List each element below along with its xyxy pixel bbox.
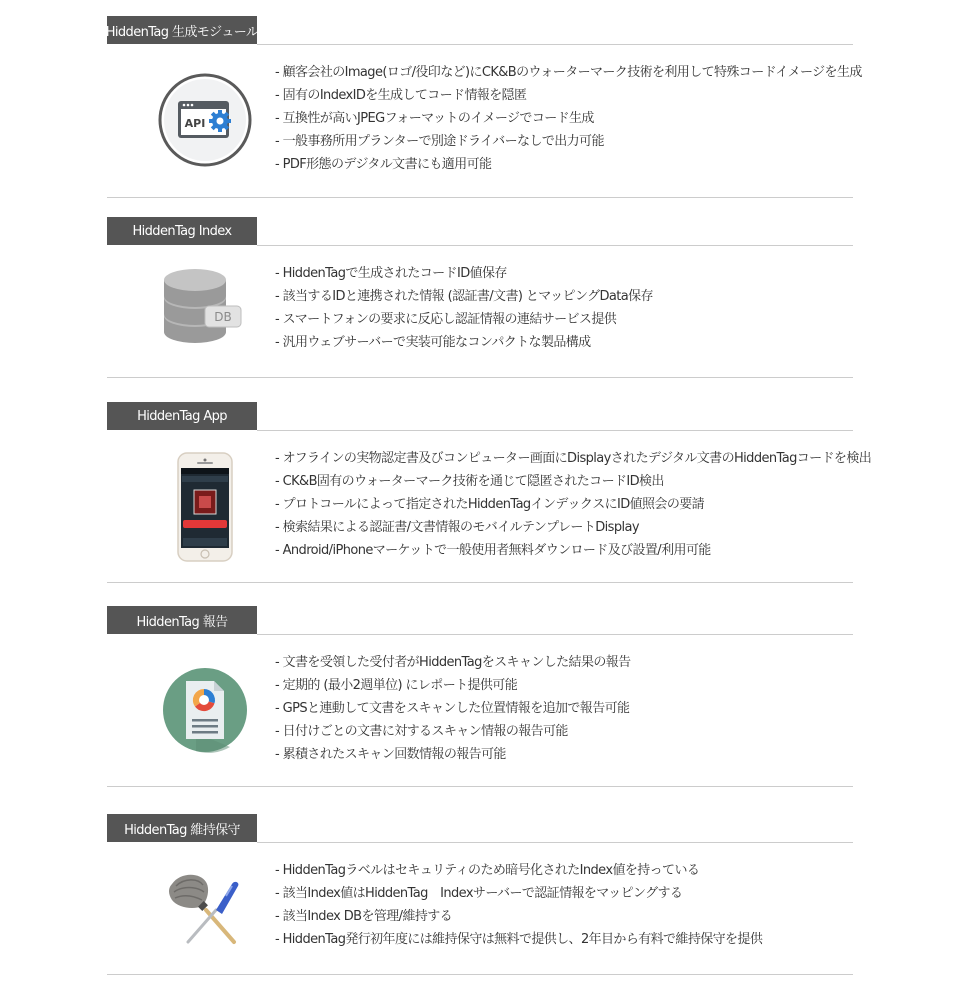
smartphone-icon [127, 452, 283, 562]
list-item: - 該当Index値はHiddenTag Indexサーバーで認証情報をマッピングする [275, 882, 762, 905]
section-report [107, 606, 853, 787]
section-generation-module [105, 16, 862, 198]
divider [107, 197, 853, 198]
report-document-icon [127, 667, 283, 753]
divider [257, 842, 853, 843]
db-label: DB [214, 310, 232, 324]
list-item: - 互換性が高いJPEGフォーマットのイメージでコード生成 [275, 107, 862, 130]
list-item: - HiddenTag発行初年度には維持保守は無料で提供し、2年目から有料で維持保守を提供 [275, 928, 762, 951]
list-item: - GPSと連動して文書をスキャンした位置情報を追加で報告可能 [275, 697, 631, 720]
section-title: HiddenTag 生成モジュール [107, 16, 257, 44]
divider [107, 786, 853, 787]
section-index [107, 217, 853, 378]
api-gear-icon [127, 71, 283, 169]
list-item: - HiddenTagラベルはセキュリティのため暗号化されたIndex値を持っている [275, 859, 762, 882]
list-item: - スマートフォンの要求に反応し認証情報の連結サービス提供 [275, 308, 653, 331]
section-maintenance [107, 814, 853, 975]
list-item: - 日付けごとの文書に対するスキャン情報の報告可能 [275, 720, 631, 743]
section-title: HiddenTag App [107, 402, 257, 430]
section-title: HiddenTag Index [107, 217, 257, 245]
feature-list [275, 651, 631, 766]
api-label: API [184, 117, 206, 130]
list-item: - 一般事務所用プランターで別途ドライバーなしで出力可能 [275, 130, 862, 153]
divider [257, 634, 853, 635]
section-app [107, 402, 872, 583]
database-icon [127, 267, 283, 351]
divider [257, 430, 853, 431]
list-item: - 該当するIDと連携された情報 (認証書/文書) とマッピングData保存 [275, 285, 653, 308]
list-item: - 累積されたスキャン回数情報の報告可能 [275, 743, 631, 766]
list-item: - 該当Index DBを管理/維持する [275, 905, 762, 928]
maintenance-tools-icon [127, 870, 283, 948]
list-item: - CK&B固有のウォーターマーク技術を通じて隠匿されたコードID検出 [275, 470, 871, 493]
list-item: - 検索結果による認証書/文書情報のモバイルテンプレートDisplay [275, 516, 871, 539]
list-item: - 固有のIndexIDを生成してコード情報を隠匿 [275, 84, 862, 107]
divider [257, 44, 853, 45]
list-item: - 定期的 (最小2週単位) にレポート提供可能 [275, 674, 631, 697]
list-item: - 文書を受領した受付者がHiddenTagをスキャンした結果の報告 [275, 651, 631, 674]
list-item: - プロトコールによって指定されたHiddenTagインデックスにID値照会の要請 [275, 493, 871, 516]
divider [107, 974, 853, 975]
list-item: - 汎用ウェブサーバーで実装可能なコンパクトな製品構成 [275, 331, 653, 354]
divider [107, 377, 853, 378]
section-title: HiddenTag 維持保守 [107, 814, 257, 842]
divider [257, 245, 853, 246]
list-item: - 顧客会社のImage(ロゴ/役印など)にCK&Bのウォーターマーク技術を利用して特殊コードイメージを生成 [275, 61, 862, 84]
section-title: HiddenTag 報告 [107, 606, 257, 634]
feature-list [275, 859, 762, 951]
list-item: - オフラインの実物認定書及びコンピューター画面にDisplayされたデジタル文書のHiddenTagコードを検出 [275, 447, 871, 470]
list-item: - HiddenTagで生成されたコードID値保存 [275, 262, 653, 285]
feature-list [275, 447, 871, 562]
divider [107, 582, 853, 583]
feature-list [275, 61, 862, 176]
list-item: - PDF形態のデジタル文書にも適用可能 [275, 153, 862, 176]
list-item: - Android/iPhoneマーケットで一般使用者無料ダウンロード及び設置/利用可能 [275, 539, 871, 562]
feature-list [275, 262, 653, 354]
